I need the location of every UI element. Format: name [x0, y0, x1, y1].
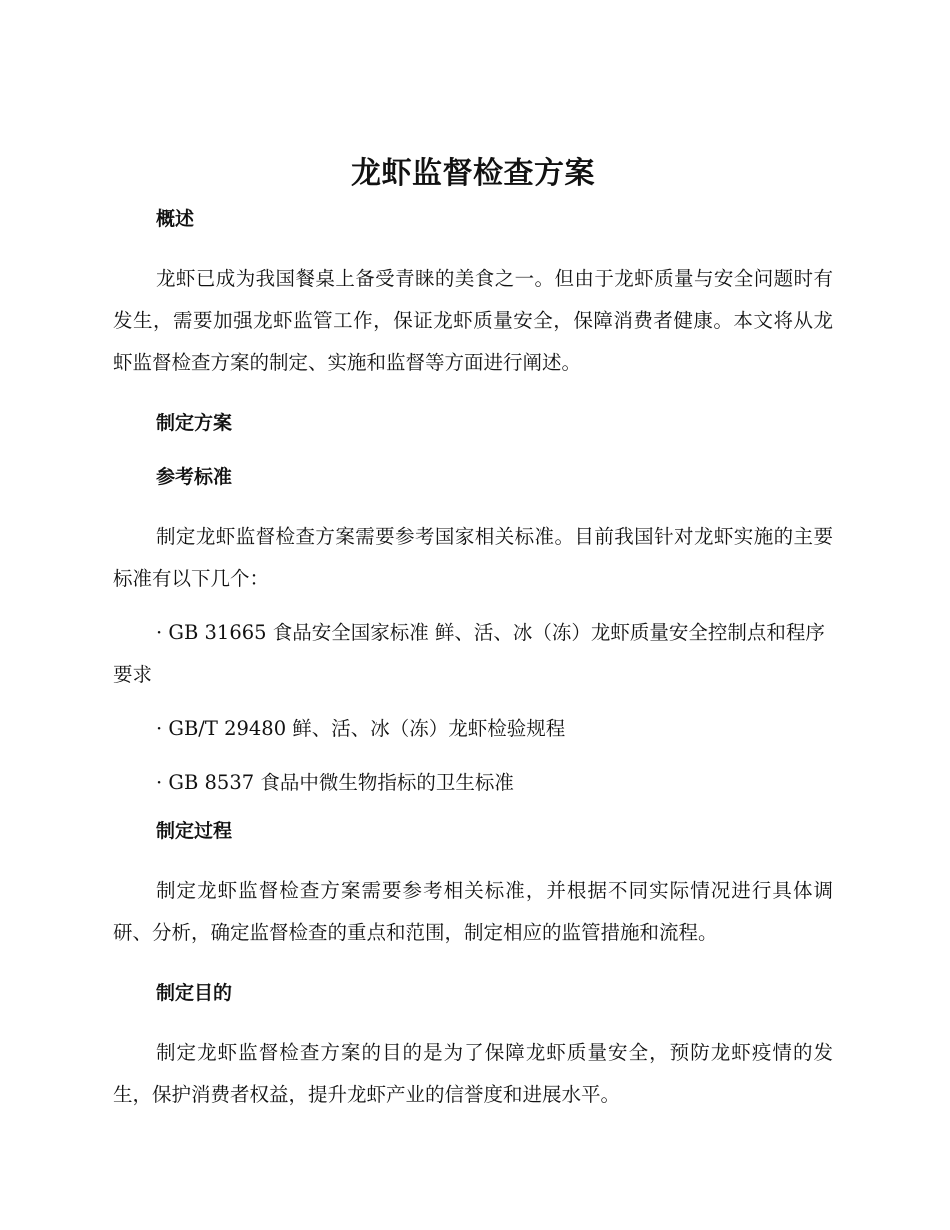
paragraph-overview: 龙虾已成为我国餐桌上备受青睐的美食之一。但由于龙虾质量与安全问题时有发生，需要加强龙虾监管工作，保证龙虾质量安全，保障消费者健康。本文将从龙虾监督检查方案的制定、实施和监督等方面进行阐述。 [113, 267, 833, 374]
paragraph-process: 制定龙虾监督检查方案需要参考相关标准，并根据不同实际情况进行具体调研、分析，确定监督检查的重点和范围，制定相应的监管措施和流程。 [113, 879, 833, 944]
document-title: 龙虾监督检查方案 [351, 156, 595, 191]
heading-plan: 制定方案 [156, 412, 233, 434]
heading-process: 制定过程 [156, 820, 233, 842]
standard-item-gb31665: · GB 31665 食品安全国家标准 鲜、活、冰（冻）龙虾质量安全控制点和程序要求 [113, 621, 825, 686]
standard-item-gb8537: · GB 8537 食品中微生物指标的卫生标准 [156, 771, 514, 794]
heading-purpose: 制定目的 [156, 982, 233, 1004]
standard-item-gbt29480: · GB/T 29480 鲜、活、冰（冻）龙虾检验规程 [156, 717, 566, 740]
heading-overview: 概述 [156, 208, 195, 230]
paragraph-purpose: 制定龙虾监督检查方案的目的是为了保障龙虾质量安全，预防龙虾疫情的发生，保护消费者权益，提升龙虾产业的信誉度和进展水平。 [113, 1041, 833, 1106]
heading-reference-standards: 参考标准 [156, 466, 233, 488]
paragraph-reference-standards: 制定龙虾监督检查方案需要参考国家相关标准。目前我国针对龙虾实施的主要标准有以下几个： [113, 525, 833, 590]
document-body [113, 148, 833, 1116]
